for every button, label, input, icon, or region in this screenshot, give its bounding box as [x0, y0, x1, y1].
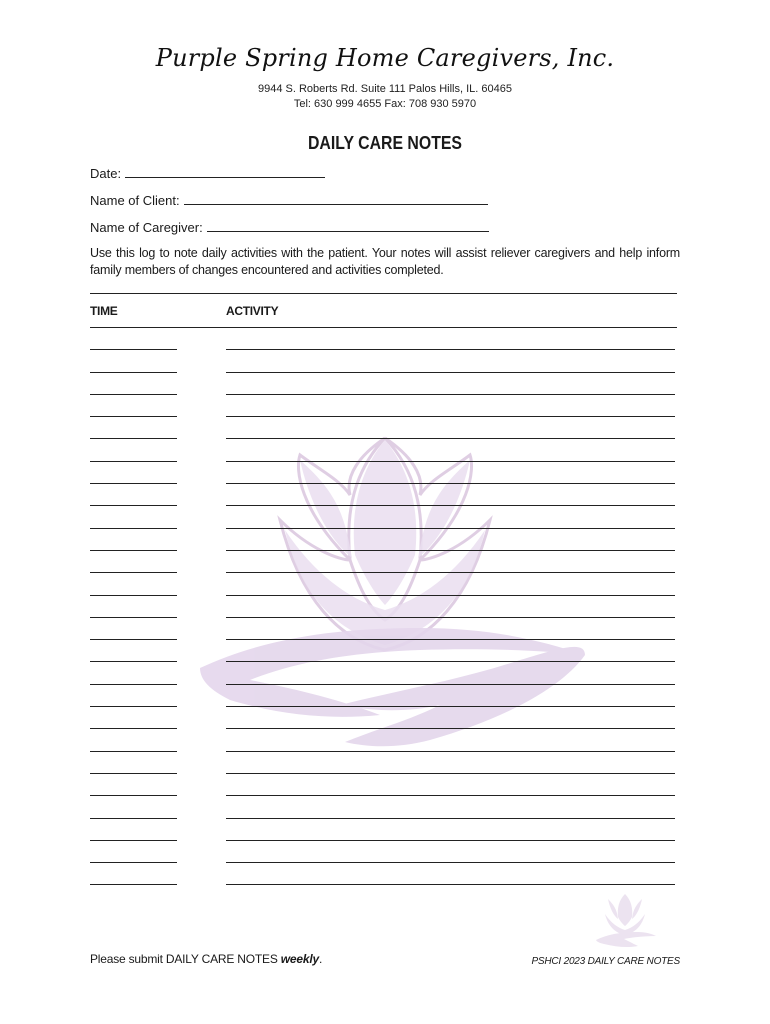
log-row: [0, 417, 770, 439]
instructions-text: Use this log to note daily activities with the patient. Your notes will assist reliever caregivers and help inform family members of changes encountered and activities completed.: [90, 246, 680, 277]
log-row: [0, 752, 770, 774]
column-header-time: TIME: [90, 304, 118, 318]
client-name-field[interactable]: [90, 192, 488, 208]
column-header-activity: ACTIVITY: [226, 304, 279, 318]
log-row: [0, 685, 770, 707]
log-row: [0, 462, 770, 484]
log-row: [0, 529, 770, 551]
log-row: [0, 573, 770, 595]
submit-note-emphasis: weekly: [280, 952, 319, 966]
log-row: [0, 618, 770, 640]
company-contact: Tel: 630 999 4655 Fax: 708 930 5970: [293, 98, 477, 110]
log-row: [0, 484, 770, 506]
date-label: Date:: [90, 166, 122, 181]
caregiver-name-label: Name of Caregiver:: [90, 220, 203, 235]
submit-note-prefix: Please submit DAILY CARE NOTES: [90, 952, 278, 966]
company-address: 9944 S. Roberts Rd. Suite 111 Palos Hills, IL. 60465: [258, 83, 512, 95]
log-row: [0, 707, 770, 729]
time-entry-line[interactable]: [90, 883, 177, 885]
log-row: [0, 863, 770, 885]
log-row: [0, 395, 770, 417]
form-code: PSHCI 2023 DAILY CARE NOTES: [531, 956, 680, 967]
submit-note-suffix: .: [318, 952, 323, 966]
log-rows: [0, 328, 770, 885]
activity-entry-line[interactable]: [226, 883, 675, 885]
table-top-divider: [90, 293, 677, 294]
date-input-line[interactable]: [125, 165, 325, 178]
log-row: [0, 640, 770, 662]
log-row: [0, 796, 770, 818]
tulip-hand-logo-icon: [590, 890, 660, 954]
client-name-label: Name of Client:: [90, 193, 180, 208]
log-row: [0, 328, 770, 350]
log-row: [0, 350, 770, 372]
log-row: [0, 774, 770, 796]
caregiver-name-input-line[interactable]: [207, 219, 489, 232]
log-row: [0, 662, 770, 684]
company-name: Purple Spring Home Caregivers, Inc.: [155, 44, 615, 72]
log-row: [0, 819, 770, 841]
log-row: [0, 729, 770, 751]
log-row: [0, 439, 770, 461]
date-field[interactable]: [90, 165, 325, 181]
log-row: [0, 506, 770, 528]
client-name-input-line[interactable]: [184, 192, 488, 205]
log-row: [0, 596, 770, 618]
log-row: [0, 373, 770, 395]
caregiver-name-field[interactable]: [90, 219, 489, 235]
submit-note: [90, 952, 322, 966]
log-row: [0, 551, 770, 573]
form-title: DAILY CARE NOTES: [307, 133, 463, 153]
log-row: [0, 841, 770, 863]
